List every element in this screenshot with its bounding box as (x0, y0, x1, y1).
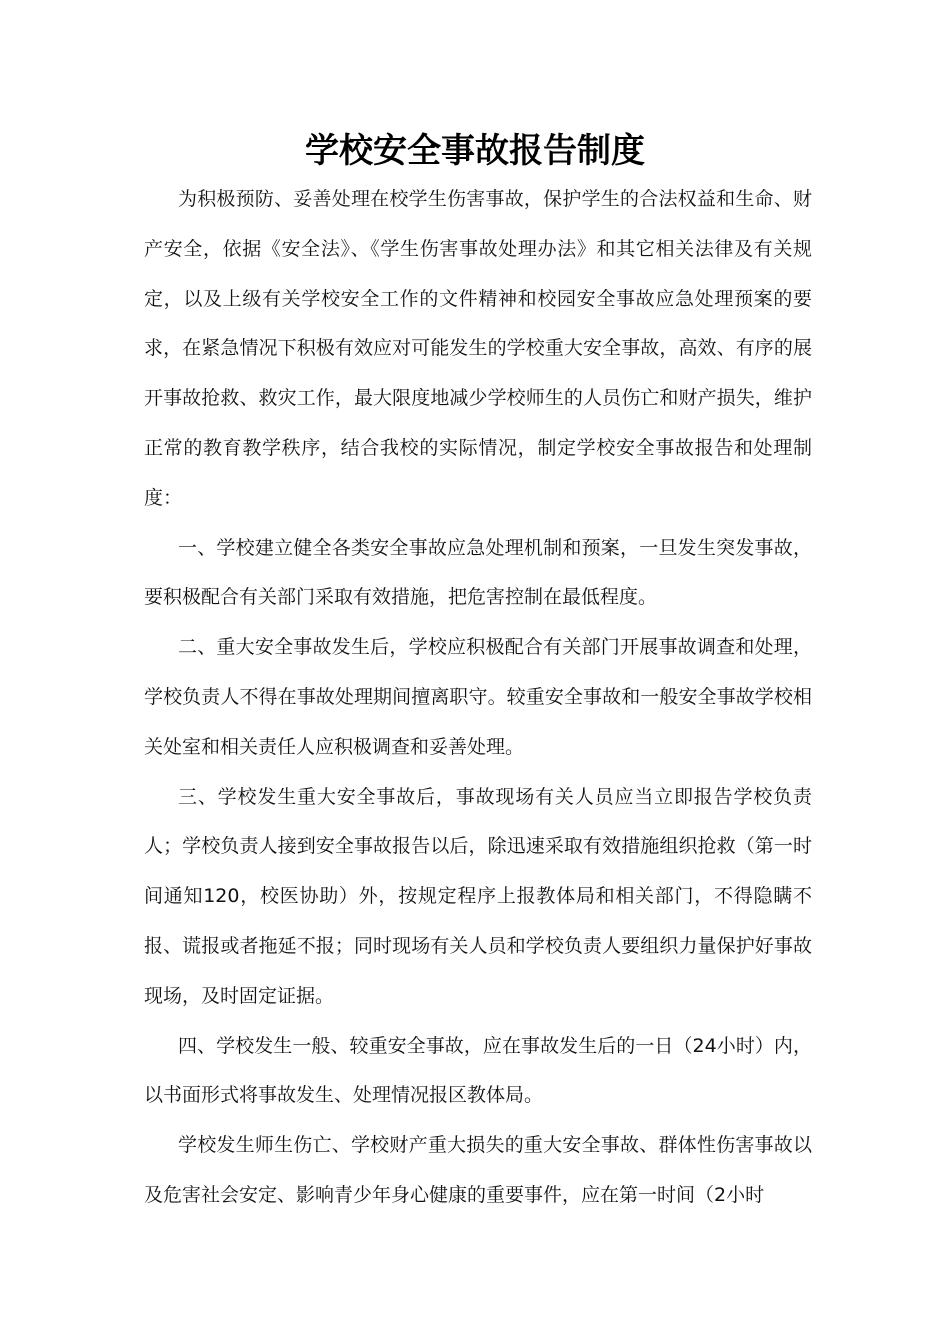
document-title: 学校安全事故报告制度 (305, 131, 645, 171)
paragraph-item-2: 二、重大安全事故发生后，学校应积极配合有关部门开展事故调查和处理，学校负责人不得在事故处理期间擅离职守。较重安全事故和一般安全事故学校相关处室和相关责任人应积极调查和妥善处理。 (144, 636, 812, 758)
document-body (144, 175, 812, 1221)
paragraph-item-3: 三、学校发生重大安全事故后，事故现场有关人员应当立即报告学校负责人；学校负责人接到安全事故报告以后，除迅速采取有效措施组织抢救（第一时间通知120，校医协助）外，按规定程序上报教体局和相关部门，不得隐瞒不报、谎报或者拖延不报；同时现场有关人员和学校负责人要组织力量保护好事故现场，及时固定证据。 (144, 785, 812, 1007)
paragraph-continued: 学校发生师生伤亡、学校财产重大损失的重大安全事故、群体性伤害事故以及危害社会安定、影响青少年身心健康的重要事件，应在第一时间（2小时 (144, 1134, 812, 1206)
paragraph-item-4: 四、学校发生一般、较重安全事故，应在事故发生后的一日（24小时）内，以书面形式将事故发生、处理情况报区教体局。 (144, 1034, 812, 1107)
paragraph-item-1: 一、学校建立健全各类安全事故应急处理机制和预案，一旦发生突发事故，要积极配合有关部门采取有效措施，把危害控制在最低程度。 (144, 536, 812, 609)
paragraph-intro: 为积极预防、妥善处理在校学生伤害事故，保护学生的合法权益和生命、财产安全，依据《安全法》、《学生伤害事故处理办法》和其它相关法律及有关规定，以及上级有关学校安全工作的文件精神和校园安全事故应急处理预案的要求，在紧急情况下积极有效应对可能发生的学校重大安全事故，高效、有序的展开事故抢救、救灾工作，最大限度地减少学校师生的人员伤亡和财产损失，维护正常的教育教学秩序，结合我校的实际情况，制定学校安全事故报告和处理制度： (144, 188, 812, 509)
